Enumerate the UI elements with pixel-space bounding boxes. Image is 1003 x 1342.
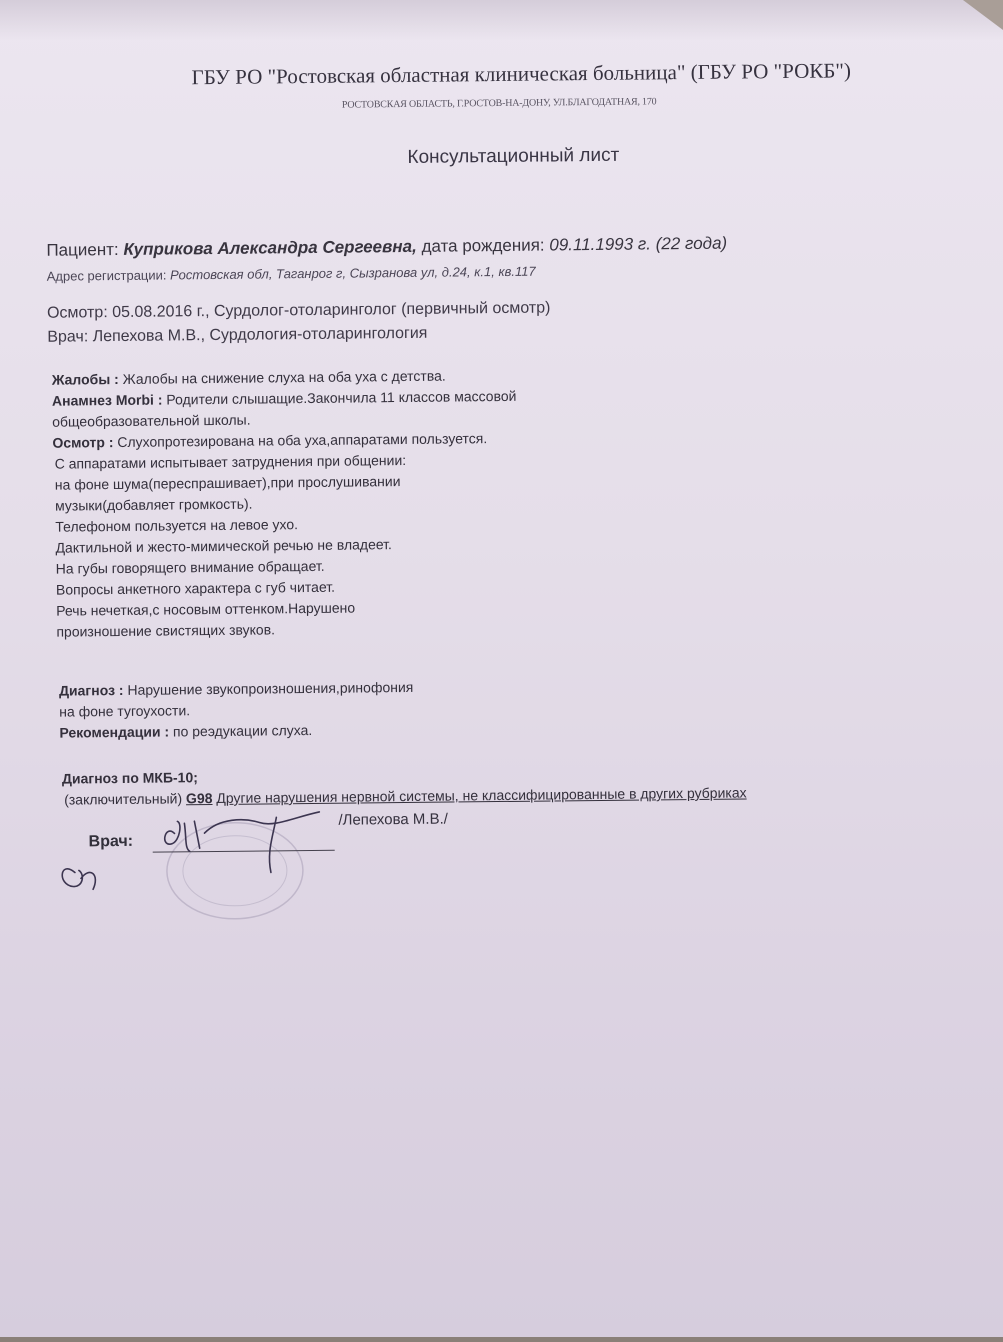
mkb-code: G98 [185, 790, 213, 807]
exam-findings-line: музыки(добавляет громкость). [54, 495, 253, 514]
diagnosis-line-2: на фоне тугоухости. [59, 702, 191, 720]
anamnesis-label: Анамнез Morbi : [51, 391, 163, 409]
diagnosis-label: Диагноз : [58, 681, 124, 699]
exam-findings-line [52, 430, 487, 451]
exam-findings-line: Вопросы анкетного характера с губ читает. [55, 578, 336, 598]
address-label: Адрес регистрации: [46, 267, 167, 284]
exam-findings-line: на фоне шума(переспрашивает),при прослушивании [54, 473, 401, 493]
exam-findings-label: Осмотр : [52, 434, 114, 451]
complaints-text: Жалобы на снижение слуха на оба уха с детства. [122, 367, 446, 387]
anamnesis-line [52, 388, 517, 409]
diagnosis-line [59, 679, 413, 699]
mkb-label: Диагноз по МКБ-10; [61, 769, 198, 787]
exam-line: Осмотр: 05.08.2016 г., Сурдолог-отоларинголог (первичный осмотр) [46, 299, 551, 322]
hospital-address: РОСТОВСКАЯ ОБЛАСТЬ, Г.РОСТОВ-НА-ДОНУ, УЛ.БЛАГОДАТНАЯ, 170 [341, 96, 657, 111]
signature-label: Врач: [88, 832, 134, 851]
exam-findings-line: На губы говорящего внимание обращает. [55, 557, 325, 577]
mkb-sublabel: (заключительный) [64, 790, 183, 808]
exam-findings-line: Телефоном пользуется на левое ухо. [55, 516, 299, 535]
patient-address: Ростовская обл, Таганрог г, Сызранова ул, д.24, к.1, кв.117 [170, 263, 536, 283]
recommendations-text: по реэдукации слуха. [172, 721, 313, 740]
exam-findings-line: произношение свистящих звуков. [56, 621, 276, 640]
document-title: Консультационный лист [407, 144, 620, 168]
hospital-name: ГБУ РО "Ростовская областная клиническая больница" (ГБУ РО "РОКБ") [191, 58, 852, 90]
exam-findings-line: Речь нечеткая,с носовым оттенком.Нарушено [56, 599, 356, 619]
complaints-line [52, 368, 446, 388]
exam-findings-line: Дактильной и жесто-мимической речью не владеет. [55, 536, 392, 556]
anamnesis-line-2: общеобразовательной школы. [52, 411, 251, 430]
patient-label: Пациент: [46, 239, 119, 260]
recommendations-line [59, 722, 312, 741]
exam-findings-text: Слухопротезирована на оба уха,аппаратами пользуется. [117, 430, 488, 451]
mkb-label-line [62, 769, 198, 786]
patient-name: Куприкова Александра Сергеевна, [123, 236, 417, 259]
diagnosis-text: Нарушение звукопроизношения,ринофония [127, 678, 414, 698]
handwritten-signature-icon [44, 792, 345, 905]
doctor-line: Врач: Лепехова М.В., Сурдология-отоларингология [47, 324, 428, 346]
signature-name: /Лепехова М.В./ [338, 810, 448, 829]
mkb-description: Другие нарушения нервной системы, не классифицированные в других рубриках [216, 784, 747, 806]
patient-dob: 09.11.1993 г. (22 года) [549, 233, 728, 255]
recommendations-label: Рекомендации : [59, 723, 170, 741]
complaints-label: Жалобы : [51, 370, 119, 388]
exam-findings-line: С аппаратами испытывает затруднения при общении: [54, 451, 407, 472]
dob-label: дата рождения: [421, 235, 545, 256]
anamnesis-text: Родители слышащие.Закончила 11 классов массовой [166, 387, 517, 408]
patient-line [46, 234, 727, 261]
address-line [47, 264, 536, 284]
